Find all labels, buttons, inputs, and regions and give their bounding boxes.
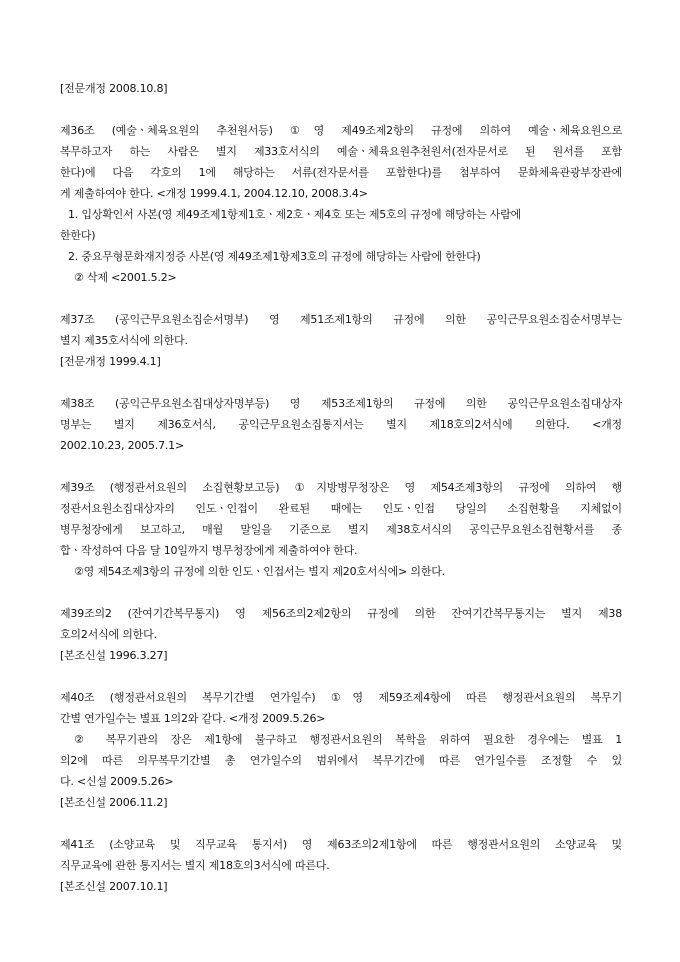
article-41-line-2: 직무교육에 관한 통지서는 별지 제18호의3서식에 따른다.	[60, 859, 330, 872]
article-40-line-1: 제40조 (행정관서요원의 복무기간별 연가일수) ①영 제59조제4항에 따른 행정관서요원의 복무기	[60, 691, 622, 704]
article-40	[60, 687, 622, 813]
article-37-line-2: 별지 제35호서식에 의한다.	[60, 334, 188, 347]
spacer	[60, 456, 622, 477]
article-39-2-line-1: 제39조의2 (잔여기간복무통지) 영 제56조의2제2항의 규정에 의한 잔여기간복무통지는 별지 제38	[60, 607, 622, 620]
article-39-line-2: 정관서요원소집대상자의 인도ㆍ인접이 완료된 때에는 인도ㆍ인접 당일의 소집현황을 지체없이	[60, 502, 622, 515]
article-36	[60, 120, 622, 288]
article-36-line-1: 제36조 (예술ㆍ체육요원의 추천원서등) ①영 제49조제2항의 규정에 의하여 예술ㆍ체육요원으로	[60, 124, 622, 137]
article-37-line-1: 제37조 (공익근무요원소집순서명부) 영 제51조제1항의 규정에 의한 공익근무요원소집순서명부는	[60, 313, 622, 326]
spacer	[60, 372, 622, 393]
spacer	[60, 813, 622, 834]
revision-note-header: [전문개정 2008.10.8]	[60, 82, 168, 95]
article-39-paragraph-2: ②영 제54조제3항의 규정에 의한 인도ㆍ인접서는 별지 제20호서식에> 의한다.	[74, 565, 445, 578]
spacer	[60, 666, 622, 687]
article-36-line-4: 게 제출하여야 한다. <개정 1999.4.1, 2004.12.10, 2008.3.4>	[60, 187, 368, 200]
article-40-paragraph-2-line-3: 다. <신설 2009.5.26>	[60, 775, 174, 788]
article-36-paragraph-2: ② 삭제 <2001.5.2>	[74, 271, 177, 284]
article-39	[60, 477, 622, 582]
article-38	[60, 393, 622, 456]
article-36-item-1-cont: 한한다)	[60, 229, 96, 242]
article-39-2-line-2: 호의2서식에 의한다.	[60, 628, 157, 641]
article-40-paragraph-2-line-2: 의2에 따른 의무복무기간별 총 연가일수의 범위에서 복무기간에 따른 연가일수를 조정할 수 있	[60, 754, 622, 767]
article-37-note: [전문개정 1999.4.1]	[60, 355, 161, 368]
article-40-note: [본조신설 2006.11.2]	[60, 796, 168, 809]
article-36-line-3: 한다)에 다음 각호의 1에 해당하는 서류(전자문서를 포함한다)를 첨부하여 문화체육관광부장관에	[60, 166, 622, 179]
article-38-line-2: 명부는 별지 제36호서식, 공익근무요원소집통지서는 별지 제18호의2서식에 의한다. <개정	[60, 418, 622, 431]
article-39-line-3: 병무청장에게 보고하고, 매월 말일을 기준으로 별지 제38호서식의 공익근무요원소집현황서를 종	[60, 523, 622, 536]
article-37	[60, 309, 622, 372]
article-36-line-2: 복무하고자 하는 사람은 별지 제33호서식의 예술ㆍ체육요원추천원서(전자문서로 된 원서를 포함	[60, 145, 622, 158]
article-38-line-1: 제38조 (공익근무요원소집대상자명부등) 영 제53조제1항의 규정에 의한 공익근무요원소집대상자	[60, 397, 622, 410]
article-40-line-2: 간별 연가일수는 별표 1의2와 같다. <개정 2009.5.26>	[60, 712, 326, 725]
article-39-line-4: 합ㆍ작성하여 다음 달 10일까지 병무청장에게 제출하여야 한다.	[60, 544, 358, 557]
article-36-item-1: 1. 입상확인서 사본(영 제49조제1항제1호ㆍ제2호ㆍ제4호 또는 제5호의 규정에 해당하는 사람에	[68, 208, 522, 221]
article-41	[60, 834, 622, 897]
article-36-item-2: 2. 중요무형문화재지정증 사본(영 제49조제1항제3호의 규정에 해당하는 사람에 한한다)	[68, 250, 481, 263]
article-40-paragraph-2-line-1: ② 복무기관의 장은 제1항에 불구하고 행정관서요원의 복학을 위하여 필요한 경우에는 별표 1	[74, 733, 622, 746]
spacer	[60, 288, 622, 309]
article-41-note: [본조신설 2007.10.1]	[60, 880, 168, 893]
article-41-line-1: 제41조 (소양교육 및 직무교육 통지서) 영 제63조의2제1항에 따른 행정관서요원의 소양교육 및	[60, 838, 622, 851]
spacer	[60, 582, 622, 603]
article-39-2-note: [본조신설 1996.3.27]	[60, 649, 168, 662]
spacer	[60, 99, 622, 120]
article-38-line-3: 2002.10.23, 2005.7.1>	[60, 439, 184, 452]
article-39-line-1: 제39조 (행정관서요원의 소집현황보고등) ①지방병무청장은 영 제54조제3항의 규정에 의하여 행	[60, 481, 622, 494]
article-39-2	[60, 603, 622, 666]
